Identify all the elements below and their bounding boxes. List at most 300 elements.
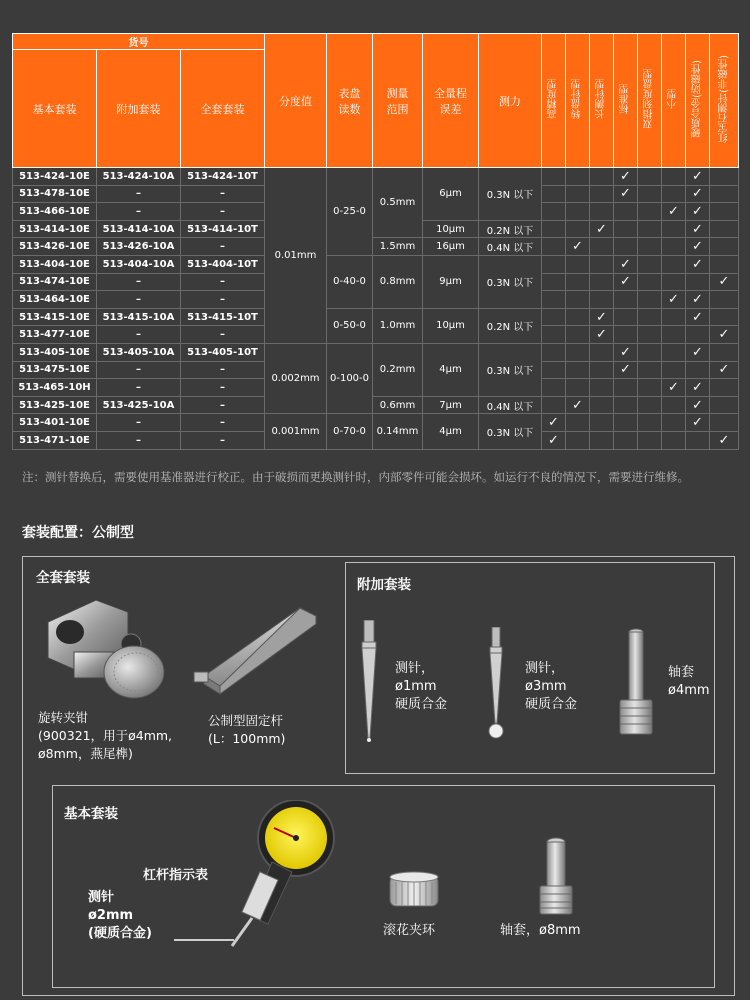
- knurled-ring-label: 滚花夹环: [383, 923, 436, 938]
- cell-full: –: [181, 326, 265, 344]
- check-mark-icon: ✓: [548, 415, 559, 431]
- check-cell: [542, 273, 566, 291]
- check-cell: [614, 431, 638, 449]
- check-mark-icon: ✓: [620, 274, 631, 290]
- sleeve-4mm-label: 轴套 ø4mm: [668, 665, 710, 698]
- header-force: 测力: [479, 34, 542, 168]
- cell-full: –: [181, 361, 265, 379]
- check-cell: [662, 273, 686, 291]
- check-cell: [542, 361, 566, 379]
- check-cell: [686, 396, 710, 414]
- cell-force: 0.2N 以下: [479, 220, 542, 238]
- header-range: [373, 34, 423, 168]
- check-cell: [542, 291, 566, 309]
- check-cell: [542, 220, 566, 238]
- cell-full: –: [181, 203, 265, 221]
- cell-basic: 513-464-10E: [13, 291, 97, 309]
- basic-stylus-label: 测针 ø2mm (硬质合金): [88, 890, 152, 941]
- cell-full: –: [181, 185, 265, 203]
- check-cell: [542, 255, 566, 273]
- check-cell: [614, 414, 638, 432]
- header-error: [423, 34, 479, 168]
- check-cell: [638, 220, 662, 238]
- check-cell: [590, 255, 614, 273]
- cell-basic: 513-478-10E: [13, 185, 97, 203]
- cell-additional: –: [97, 273, 181, 291]
- check-cell: [590, 273, 614, 291]
- cell-full: –: [181, 379, 265, 397]
- check-cell: [662, 396, 686, 414]
- check-cell: [542, 396, 566, 414]
- check-cell: [614, 379, 638, 397]
- check-cell: [638, 396, 662, 414]
- check-cell: [590, 220, 614, 238]
- check-cell: [566, 238, 590, 256]
- check-cell: [686, 379, 710, 397]
- check-cell: [662, 379, 686, 397]
- feature-label-3: 标准型: [620, 84, 631, 114]
- cell-force: 0.3N 以下: [479, 343, 542, 396]
- check-cell: [686, 203, 710, 221]
- check-cell: [614, 361, 638, 379]
- check-cell: [710, 168, 739, 186]
- config-title: 套装配置：公制型: [22, 525, 134, 541]
- cell-additional: 513-415-10A: [97, 308, 181, 326]
- check-cell: [614, 238, 638, 256]
- cell-dial: 0-40-0: [327, 255, 373, 308]
- cell-additional: –: [97, 185, 181, 203]
- check-cell: [710, 203, 739, 221]
- cell-basic: 513-475-10E: [13, 361, 97, 379]
- check-cell: [662, 238, 686, 256]
- check-cell: [542, 203, 566, 221]
- cell-force: 0.4N 以下: [479, 396, 542, 414]
- check-mark-icon: ✓: [692, 256, 703, 272]
- fixing-rod-image: [190, 604, 325, 704]
- check-cell: [614, 273, 638, 291]
- check-mark-icon: ✓: [692, 379, 703, 395]
- cell-basic: 513-424-10E: [13, 168, 97, 186]
- check-cell: [614, 185, 638, 203]
- check-cell: [614, 326, 638, 344]
- header-feature-6: [686, 34, 710, 168]
- check-cell: [542, 326, 566, 344]
- check-cell: [710, 361, 739, 379]
- check-cell: [590, 396, 614, 414]
- check-cell: [686, 414, 710, 432]
- header-feature-2: [590, 34, 614, 168]
- check-cell: [638, 379, 662, 397]
- check-cell: [638, 343, 662, 361]
- check-mark-icon: ✓: [596, 221, 607, 237]
- check-cell: [566, 185, 590, 203]
- check-mark-icon: ✓: [692, 203, 703, 219]
- header-feature-5: [662, 34, 686, 168]
- check-cell: [686, 273, 710, 291]
- check-cell: [614, 343, 638, 361]
- knurled-ring-image: [386, 868, 442, 912]
- sleeve-8mm-label: 轴套，ø8mm: [500, 923, 581, 938]
- cell-additional: 513-426-10A: [97, 238, 181, 256]
- check-cell: [590, 361, 614, 379]
- check-cell: [542, 379, 566, 397]
- basic-set-title: 基本套装: [64, 806, 118, 822]
- check-cell: [710, 431, 739, 449]
- check-cell: [662, 343, 686, 361]
- cell-force: 0.3N 以下: [479, 414, 542, 449]
- sleeve-8mm-image: [536, 836, 580, 918]
- cell-additional: –: [97, 431, 181, 449]
- header-basic-set: 基本套装: [13, 50, 97, 168]
- cell-basic: 513-466-10E: [13, 203, 97, 221]
- check-cell: [710, 238, 739, 256]
- cell-additional: 513-414-10A: [97, 220, 181, 238]
- check-cell: [662, 291, 686, 309]
- feature-label-1: 转盘针型: [572, 79, 583, 119]
- check-cell: [662, 203, 686, 221]
- check-cell: [566, 220, 590, 238]
- header-dial-text: 表盘 读数: [338, 86, 361, 116]
- lever-indicator-label: 杠杆指示表: [143, 868, 209, 883]
- header-feature-4: [638, 34, 662, 168]
- stylus-3mm-image: [483, 627, 509, 743]
- cell-full: –: [181, 396, 265, 414]
- check-cell: [566, 273, 590, 291]
- check-mark-icon: ✓: [572, 239, 583, 255]
- check-cell: [686, 291, 710, 309]
- cell-graduation: 0.001mm: [265, 414, 327, 449]
- check-cell: [542, 308, 566, 326]
- stylus-1mm-image: [356, 620, 382, 746]
- rotary-clamp-label: 旋转夹钳 (900321，用于ø4mm, ø8mm，燕尾榫): [38, 710, 173, 761]
- check-cell: [710, 308, 739, 326]
- check-cell: [662, 185, 686, 203]
- cell-error: 7μm: [423, 396, 479, 414]
- check-cell: [542, 238, 566, 256]
- cell-full: –: [181, 414, 265, 432]
- check-cell: [614, 168, 638, 186]
- cell-force: 0.2N 以下: [479, 308, 542, 343]
- table-row: [13, 343, 739, 361]
- check-cell: [686, 326, 710, 344]
- check-mark-icon: ✓: [620, 186, 631, 202]
- spec-table-body: [13, 168, 739, 450]
- cell-dial: 0-70-0: [327, 414, 373, 449]
- header-error-text: 全量程 误差: [434, 86, 467, 116]
- check-cell: [662, 168, 686, 186]
- check-cell: [710, 220, 739, 238]
- check-mark-icon: ✓: [692, 397, 703, 413]
- check-cell: [710, 396, 739, 414]
- cell-full: 513-424-10T: [181, 168, 265, 186]
- stylus-1mm-label: 测针， ø1mm 硬质合金: [395, 661, 448, 712]
- check-mark-icon: ✓: [718, 274, 730, 290]
- check-cell: [566, 326, 590, 344]
- check-mark-icon: ✓: [596, 327, 607, 343]
- header-feature-3: [614, 34, 638, 168]
- feature-label-4: 双指刻度盘型: [644, 69, 655, 129]
- cell-dial: 0-100-0: [327, 343, 373, 413]
- check-mark-icon: ✓: [620, 344, 631, 360]
- check-cell: [566, 396, 590, 414]
- check-mark-icon: ✓: [620, 256, 631, 272]
- check-cell: [542, 414, 566, 432]
- check-mark-icon: ✓: [548, 432, 559, 448]
- cell-additional: –: [97, 379, 181, 397]
- check-mark-icon: ✓: [668, 203, 679, 219]
- check-cell: [590, 343, 614, 361]
- feature-label-7: 红宝石测针(非磁性): [718, 55, 730, 143]
- check-cell: [638, 185, 662, 203]
- cell-full: 513-405-10T: [181, 343, 265, 361]
- cell-additional: –: [97, 326, 181, 344]
- header-full-set: 全套套装: [181, 50, 265, 168]
- table-row: [13, 238, 739, 256]
- check-cell: [662, 255, 686, 273]
- check-cell: [614, 220, 638, 238]
- check-cell: [614, 203, 638, 221]
- check-cell: [638, 203, 662, 221]
- check-cell: [662, 326, 686, 344]
- check-cell: [686, 185, 710, 203]
- cell-error: 9μm: [423, 255, 479, 308]
- check-cell: [566, 431, 590, 449]
- check-cell: [590, 308, 614, 326]
- check-cell: [542, 343, 566, 361]
- header-feature-1: [566, 34, 590, 168]
- cell-basic: 513-405-10E: [13, 343, 97, 361]
- check-cell: [686, 168, 710, 186]
- check-cell: [686, 238, 710, 256]
- feature-label-5: 小型: [668, 89, 679, 109]
- header-range-text: 测量 范围: [386, 86, 409, 116]
- check-cell: [542, 168, 566, 186]
- check-mark-icon: ✓: [620, 362, 631, 378]
- cell-full: –: [181, 238, 265, 256]
- check-cell: [566, 308, 590, 326]
- check-mark-icon: ✓: [718, 432, 730, 448]
- cell-full: 513-414-10T: [181, 220, 265, 238]
- header-feature-0: [542, 34, 566, 168]
- cell-additional: 513-404-10A: [97, 255, 181, 273]
- cell-additional: 513-405-10A: [97, 343, 181, 361]
- header-dial: [327, 34, 373, 168]
- cell-range: 1.0mm: [373, 308, 423, 343]
- check-cell: [590, 379, 614, 397]
- table-row: [13, 255, 739, 273]
- feature-label-0: 高精度型: [548, 79, 559, 119]
- check-cell: [710, 255, 739, 273]
- cell-force: 0.4N 以下: [479, 238, 542, 256]
- check-cell: [590, 431, 614, 449]
- check-mark-icon: ✓: [692, 168, 703, 184]
- check-cell: [686, 308, 710, 326]
- cell-full: 513-404-10T: [181, 255, 265, 273]
- check-mark-icon: ✓: [692, 186, 703, 202]
- check-cell: [686, 255, 710, 273]
- check-cell: [566, 343, 590, 361]
- check-cell: [566, 379, 590, 397]
- check-cell: [686, 361, 710, 379]
- check-cell: [638, 238, 662, 256]
- check-cell: [686, 220, 710, 238]
- check-cell: [710, 414, 739, 432]
- spec-table-wrapper: [12, 33, 738, 450]
- cell-force: 0.3N 以下: [479, 168, 542, 221]
- check-cell: [638, 361, 662, 379]
- cell-range: 1.5mm: [373, 238, 423, 256]
- stylus-pointer-line: [174, 930, 240, 944]
- fixing-rod-label: 公制型固定杆 (L：100mm): [208, 713, 286, 746]
- check-cell: [638, 273, 662, 291]
- spec-table: [12, 33, 739, 450]
- check-mark-icon: ✓: [572, 397, 583, 413]
- check-cell: [566, 291, 590, 309]
- cell-range: 0.14mm: [373, 414, 423, 449]
- cell-basic: 513-474-10E: [13, 273, 97, 291]
- check-cell: [638, 308, 662, 326]
- check-cell: [662, 414, 686, 432]
- check-cell: [590, 414, 614, 432]
- check-cell: [638, 255, 662, 273]
- cell-basic: 513-471-10E: [13, 431, 97, 449]
- check-cell: [566, 414, 590, 432]
- check-cell: [662, 308, 686, 326]
- check-cell: [686, 431, 710, 449]
- check-cell: [710, 291, 739, 309]
- cell-additional: –: [97, 291, 181, 309]
- check-mark-icon: ✓: [692, 344, 703, 360]
- check-cell: [638, 414, 662, 432]
- check-cell: [590, 238, 614, 256]
- check-mark-icon: ✓: [692, 415, 703, 431]
- check-cell: [566, 255, 590, 273]
- header-feature-7: [710, 34, 739, 168]
- check-cell: [638, 326, 662, 344]
- cell-error: 10μm: [423, 308, 479, 343]
- check-mark-icon: ✓: [718, 327, 730, 343]
- check-cell: [710, 185, 739, 203]
- header-graduation: 分度值: [265, 34, 327, 168]
- cell-additional: –: [97, 414, 181, 432]
- cell-basic: 513-477-10E: [13, 326, 97, 344]
- cell-dial: 0-25-0: [327, 168, 373, 256]
- check-mark-icon: ✓: [692, 221, 703, 237]
- cell-additional: 513-424-10A: [97, 168, 181, 186]
- cell-basic: 513-426-10E: [13, 238, 97, 256]
- check-cell: [614, 396, 638, 414]
- cell-range: 0.6mm: [373, 396, 423, 414]
- table-row: [13, 168, 739, 186]
- check-mark-icon: ✓: [718, 362, 730, 378]
- table-row: [13, 308, 739, 326]
- cell-graduation: 0.01mm: [265, 168, 327, 344]
- check-cell: [686, 343, 710, 361]
- header-additional-set: 附加套装: [97, 50, 181, 168]
- cell-full: 513-415-10T: [181, 308, 265, 326]
- check-cell: [590, 203, 614, 221]
- check-cell: [590, 185, 614, 203]
- check-mark-icon: ✓: [692, 291, 703, 307]
- cell-basic: 513-414-10E: [13, 220, 97, 238]
- check-cell: [638, 431, 662, 449]
- cell-error: 10μm: [423, 220, 479, 238]
- check-mark-icon: ✓: [596, 309, 607, 325]
- cell-full: –: [181, 431, 265, 449]
- feature-label-6: 硬质合金(防磁性): [692, 60, 703, 138]
- cell-basic: 513-401-10E: [13, 414, 97, 432]
- check-cell: [614, 308, 638, 326]
- footnote: 注：测针替换后，需要使用基准器进行校正。由于破损而更换测针时，内部零件可能会损坏。如运行不良的情况下，需要进行维修。: [22, 470, 689, 484]
- full-set-title: 全套套装: [36, 570, 90, 586]
- check-cell: [566, 168, 590, 186]
- cell-dial: 0-50-0: [327, 308, 373, 343]
- table-row: [13, 396, 739, 414]
- cell-full: –: [181, 291, 265, 309]
- check-cell: [638, 168, 662, 186]
- cell-range: 0.5mm: [373, 168, 423, 238]
- cell-range: 0.8mm: [373, 255, 423, 308]
- check-cell: [710, 379, 739, 397]
- check-cell: [590, 291, 614, 309]
- cell-range: 0.2mm: [373, 343, 423, 396]
- cell-basic: 513-415-10E: [13, 308, 97, 326]
- cell-error: 4μm: [423, 343, 479, 396]
- header-part-number: 货号: [13, 34, 265, 50]
- additional-set-title: 附加套装: [357, 577, 411, 593]
- cell-graduation: 0.002mm: [265, 343, 327, 413]
- sleeve-4mm-image: [616, 626, 662, 738]
- cell-error: 16μm: [423, 238, 479, 256]
- feature-label-2: 长测针型: [596, 79, 607, 119]
- cell-additional: –: [97, 203, 181, 221]
- check-cell: [710, 343, 739, 361]
- cell-additional: –: [97, 361, 181, 379]
- check-mark-icon: ✓: [668, 379, 679, 395]
- check-cell: [710, 326, 739, 344]
- cell-error: 4μm: [423, 414, 479, 449]
- check-cell: [710, 273, 739, 291]
- cell-error: 6μm: [423, 168, 479, 221]
- check-cell: [566, 361, 590, 379]
- rotary-clamp-image: [36, 592, 166, 704]
- cell-force: 0.3N 以下: [479, 255, 542, 308]
- table-row: [13, 414, 739, 432]
- check-cell: [590, 326, 614, 344]
- check-cell: [542, 185, 566, 203]
- check-cell: [542, 431, 566, 449]
- check-cell: [662, 361, 686, 379]
- cell-basic: 513-404-10E: [13, 255, 97, 273]
- cell-basic: 513-465-10H: [13, 379, 97, 397]
- check-mark-icon: ✓: [692, 239, 703, 255]
- check-cell: [566, 203, 590, 221]
- check-cell: [614, 255, 638, 273]
- check-cell: [614, 291, 638, 309]
- cell-additional: 513-425-10A: [97, 396, 181, 414]
- check-cell: [662, 431, 686, 449]
- check-mark-icon: ✓: [668, 291, 679, 307]
- check-cell: [638, 291, 662, 309]
- stylus-3mm-label: 测针， ø3mm 硬质合金: [525, 661, 578, 712]
- cell-full: –: [181, 273, 265, 291]
- check-mark-icon: ✓: [620, 168, 631, 184]
- cell-basic: 513-425-10E: [13, 396, 97, 414]
- check-mark-icon: ✓: [692, 309, 703, 325]
- check-cell: [590, 168, 614, 186]
- check-cell: [662, 220, 686, 238]
- basic-set-box: [52, 785, 715, 988]
